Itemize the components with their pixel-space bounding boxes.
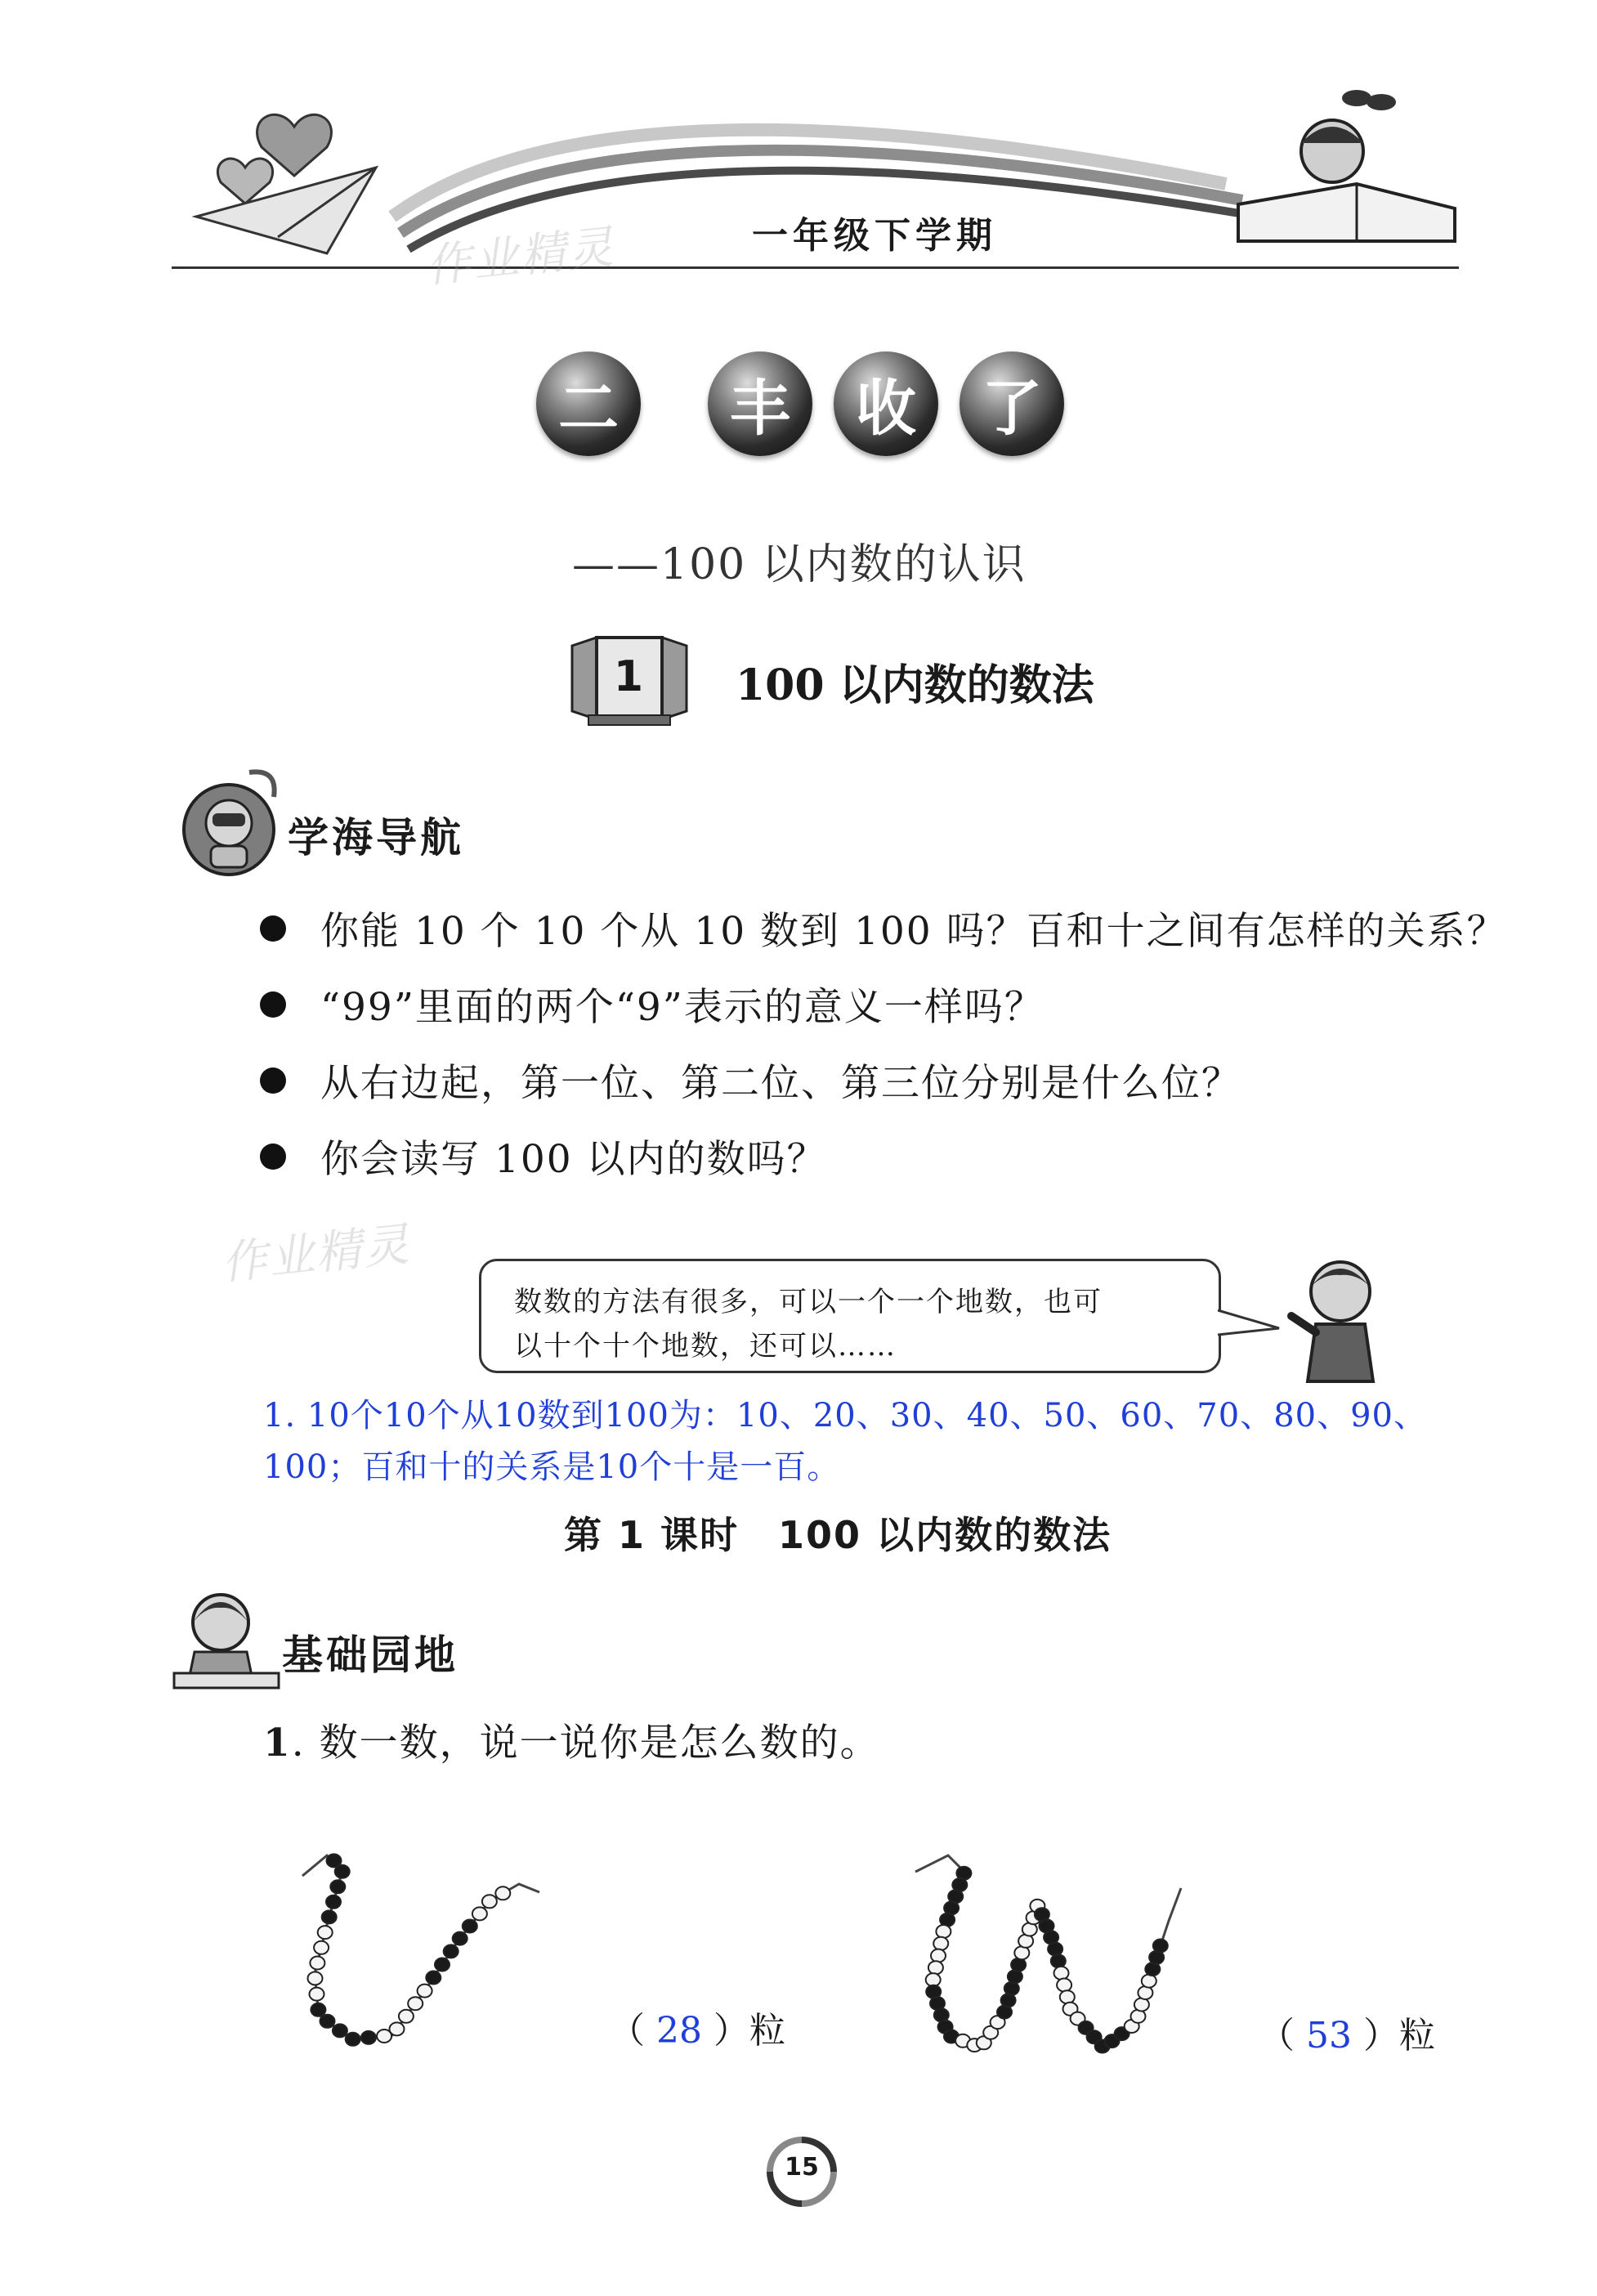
bead <box>472 1907 487 1920</box>
bead <box>435 1958 450 1972</box>
bead <box>1008 1970 1022 1983</box>
question-1 <box>263 1712 880 1767</box>
bullet-dot-icon <box>260 915 286 942</box>
bead <box>310 1957 324 1970</box>
boy-waving-icon <box>1283 1251 1389 1390</box>
watermark-middle: 作业精灵 <box>218 1218 414 1291</box>
bead <box>361 2031 376 2044</box>
bead <box>1057 1979 1071 1992</box>
open-paren: （ <box>1259 2015 1306 2057</box>
section-title: 100 以内数的数法 <box>736 660 1094 710</box>
chapter-title-char-4: 了 <box>960 351 1064 456</box>
bead <box>335 1865 350 1878</box>
bead <box>1011 1958 1026 1972</box>
answer-line-2: 100；百和十的关系是10个十是一百。 <box>263 1448 841 1486</box>
bead <box>1134 1998 1149 2012</box>
close-paren: ） <box>1352 2015 1399 2057</box>
header-title: 一年级下学期 <box>752 215 997 257</box>
bullet-dot-icon <box>260 1144 286 1170</box>
count-unit-2: 粒 <box>1399 2015 1435 2057</box>
bullet-dot-icon <box>260 1067 286 1094</box>
close-paren: ） <box>702 2010 749 2052</box>
bead <box>933 1937 948 1950</box>
section-number: 1 <box>613 652 644 701</box>
bead <box>330 1880 345 1893</box>
answer-line-1: 1. 10个10个从10数到100为：10、20、30、40、50、60、70、80、90、 <box>263 1397 1428 1434</box>
chapter-title-char-3: 收 <box>834 351 938 456</box>
bead <box>326 1895 341 1909</box>
bullet-dot-icon <box>260 991 286 1018</box>
bead <box>1001 1994 1016 2007</box>
guide-bullet-text: “99”里面的两个“9”表示的意义一样吗？ <box>320 985 1045 1030</box>
count-answer-2 <box>1259 2006 1435 2058</box>
watermark-top: 作业精灵 <box>423 221 618 293</box>
bead <box>1051 1954 1066 1967</box>
bead <box>318 1926 333 1939</box>
guide-bullet-2 <box>260 977 1045 1032</box>
guide-heading: 学海导航 <box>288 813 464 862</box>
chapter-title-char-2: 丰 <box>708 351 812 456</box>
bead <box>426 1972 441 1985</box>
bead <box>408 1997 423 2010</box>
bead <box>308 1972 323 1985</box>
chapter-subtitle: ——100 以内数的认识 <box>572 540 1027 589</box>
basics-heading: 基础园地 <box>282 1631 459 1679</box>
bead <box>482 1895 497 1908</box>
bead <box>444 1945 459 1958</box>
bead <box>926 1973 941 1986</box>
bead <box>1004 1982 1019 1995</box>
bead <box>1048 1943 1062 1956</box>
page-number: 15 <box>785 2153 819 2182</box>
chapter-title-char-1: 二 <box>536 351 641 456</box>
question-text: . 数一数，说一说你是怎么数的。 <box>291 1721 880 1766</box>
open-paren: （ <box>609 2010 656 2052</box>
lesson-title: 第 1 课时 100 以内数的数法 <box>564 1513 1112 1557</box>
bubble-line-2: 以十个十个地数，还可以…… <box>514 1330 897 1363</box>
guide-bullet-3 <box>260 1053 1241 1108</box>
bead <box>314 1941 329 1954</box>
guide-bullet-text: 你能 10 个 10 个从 10 数到 100 吗？百和十之间有怎样的关系？ <box>320 909 1507 954</box>
bead <box>928 1961 943 1974</box>
guide-bullet-1 <box>260 901 1507 956</box>
boy-telescope-icon <box>172 764 286 879</box>
bead <box>322 1910 337 1923</box>
bubble-line-1: 数数的方法有很多，可以一个一个地数，也可 <box>514 1286 1103 1318</box>
bead <box>390 2022 405 2035</box>
speech-bubble <box>479 1259 1221 1373</box>
count-value-1: 28 <box>656 2010 702 2052</box>
count-answer-1 <box>609 2001 785 2053</box>
bead <box>399 2010 414 2023</box>
bead-string-1 <box>294 1851 556 2064</box>
bead <box>936 1925 951 1938</box>
bead-string-2 <box>899 1847 1210 2068</box>
bead <box>310 1988 324 2001</box>
bead <box>495 1886 510 1900</box>
bead <box>931 1949 946 1963</box>
bead <box>346 2033 360 2046</box>
bead <box>1054 1967 1069 1980</box>
bead <box>1060 1990 1075 2003</box>
bead <box>1153 1940 1168 1953</box>
guide-bullet-text: 你会读写 100 以内的数吗？ <box>320 1137 827 1182</box>
bead <box>453 1932 467 1945</box>
count-value-2: 53 <box>1306 2015 1352 2057</box>
guide-bullet-4 <box>260 1129 827 1184</box>
guide-bullet-text: 从右边起，第一位、第二位、第三位分别是什么位？ <box>320 1061 1241 1106</box>
header-rule <box>172 266 1459 269</box>
bead <box>1142 1975 1156 1988</box>
girl-writing-icon <box>170 1582 280 1692</box>
question-number: 1 <box>263 1721 292 1766</box>
bead <box>311 2003 325 2016</box>
bubble-tail <box>1218 1304 1283 1345</box>
count-unit-1: 粒 <box>749 2010 785 2052</box>
bead <box>463 1920 477 1933</box>
bead <box>320 2015 335 2028</box>
bead <box>333 2024 347 2037</box>
bead <box>418 1985 432 1998</box>
